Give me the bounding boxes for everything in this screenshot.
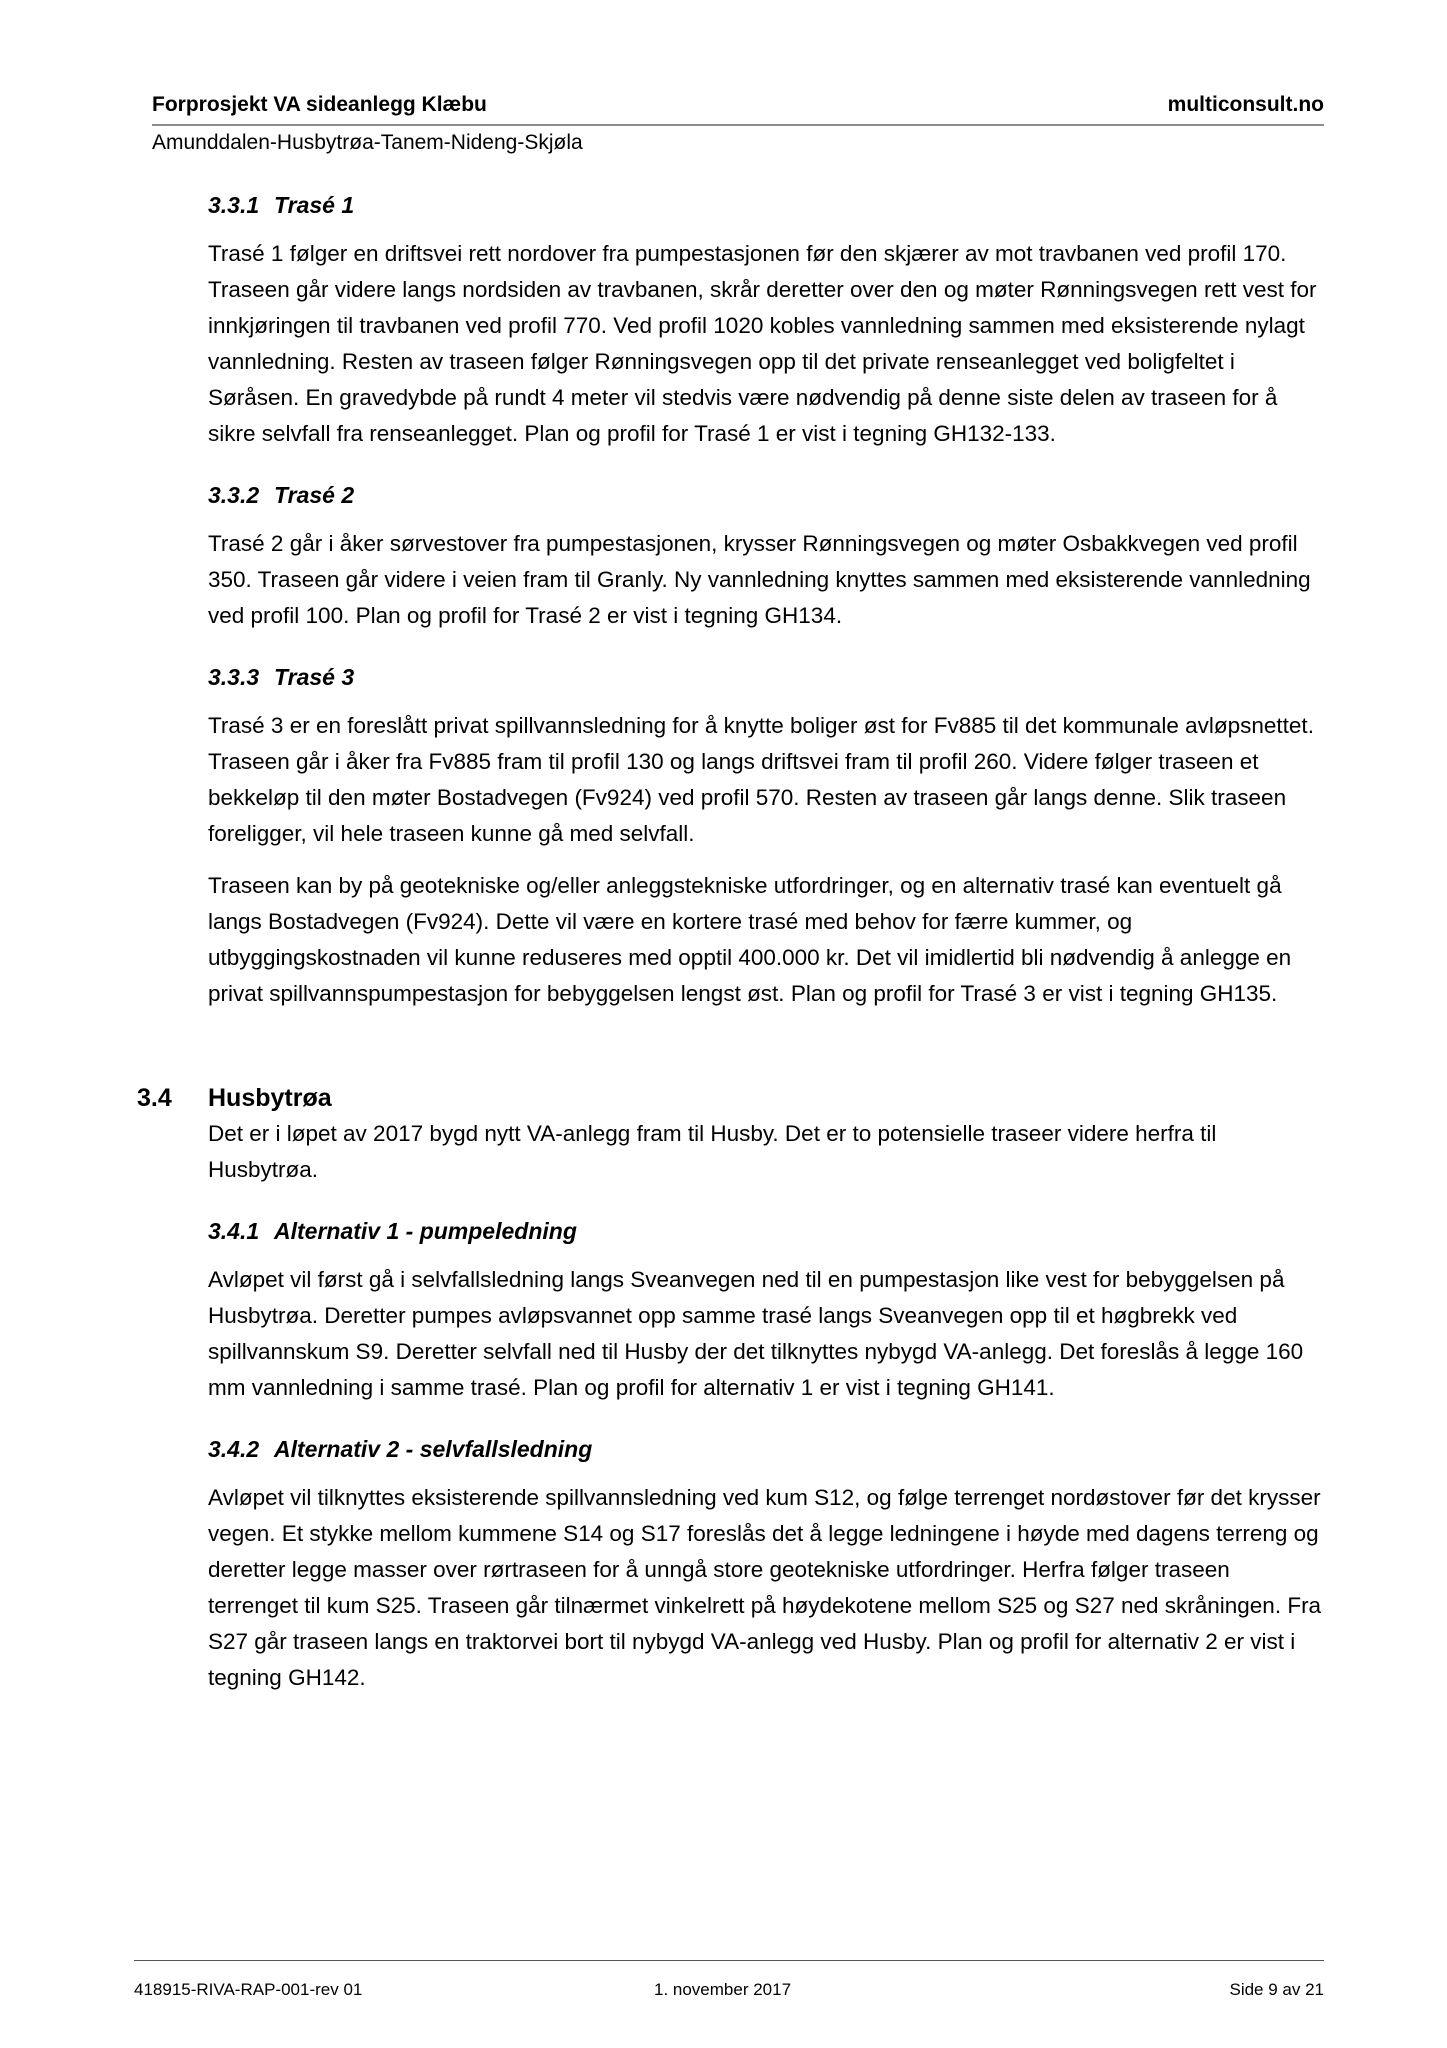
section-heading <box>208 190 1324 220</box>
section-heading <box>208 480 1324 510</box>
paragraph: Trasé 3 er en foreslått privat spillvannsledning for å knytte boliger øst for Fv885 til det kommunale avløpsnettet. Traseen går i åker fra Fv885 fram til profil 130 og langs driftsvei fram til profil 260. Videre følger traseen et bekkeløp til den møter Bostadvegen (Fv924) ved profil 570. Resten av traseen går langs denne. Slik traseen foreligger, vil hele traseen kunne gå med selvfall. <box>208 713 1314 846</box>
report-title: Forprosjekt VA sideanlegg Klæbu <box>152 93 487 116</box>
section-3-3-3 <box>208 662 1324 1012</box>
section-heading <box>208 1216 1324 1246</box>
section-number: 3.4.1 <box>208 1218 260 1244</box>
page-content <box>137 190 1324 1724</box>
page-footer <box>134 1960 1324 2011</box>
section-title: Trasé 3 <box>274 664 355 690</box>
page-header <box>152 92 1324 126</box>
document-date: 1. november 2017 <box>654 1980 792 1999</box>
section-3-3-1 <box>208 190 1324 452</box>
section-number: 3.3.3 <box>208 664 260 690</box>
section-title: Trasé 1 <box>274 192 355 218</box>
section-3-3-2 <box>208 480 1324 634</box>
paragraph: Trasé 2 går i åker sørvestover fra pumpestasjonen, krysser Rønningsvegen og møter Osbakkvegen ved profil 350. Traseen går videre i veien fram til Granly. Ny vannledning knyttes sammen med eksisterende vannledning ved profil 100. Plan og profil for Trasé 2 er vist i tegning GH134. <box>208 531 1311 628</box>
section-3-4-2 <box>208 1434 1324 1696</box>
paragraph: Det er i løpet av 2017 bygd nytt VA-anlegg fram til Husby. Det er to potensielle traseer videre herfra til Husbytrøa. <box>208 1121 1217 1182</box>
paragraph: Avløpet vil først gå i selvfallsledning langs Sveanvegen ned til en pumpestasjon like vest for bebyggelsen på Husbytrøa. Deretter pumpes avløpsvannet opp samme trasé langs Sveanvegen opp til et høgbrekk ved spillvannskum S9. Deretter selvfall ned til Husby der det tilknyttes nybygd VA-anlegg. Det foreslås å legge 160 mm vannledning i samme trasé. Plan og profil for alternativ 1 er vist i tegning GH141. <box>208 1267 1304 1400</box>
section-number: 3.4.2 <box>208 1436 260 1462</box>
section-3-4-intro <box>208 1116 1324 1188</box>
company-website: multiconsult.no <box>1167 93 1324 116</box>
chapter-heading <box>137 1082 1253 1114</box>
document-id: 418915-RIVA-RAP-001-rev 01 <box>134 1980 363 1999</box>
section-title: Alternativ 1 - pumpeledning <box>274 1218 577 1244</box>
section-number: 3.3.2 <box>208 482 260 508</box>
chapter-number: 3.4 <box>137 1084 172 1112</box>
section-heading <box>208 1434 1324 1464</box>
section-number: 3.3.1 <box>208 192 260 218</box>
paragraph: Traseen kan by på geotekniske og/eller anleggstekniske utfordringer, og en alternativ trasé kan eventuelt gå langs Bostadvegen (Fv924). Dette vil være en kortere trasé med behov for færre kummer, og utbyggingskostnaden vil kunne reduseres med opptil 400.000 kr. Det vil imidlertid bli nødvendig å anlegge en privat spillvannspumpestasjon for bebyggelsen lengst øst. Plan og profil for Trasé 3 er vist i tegning GH135. <box>208 873 1292 1006</box>
section-title: Trasé 2 <box>274 482 355 508</box>
section-3-4 <box>137 1082 1324 1114</box>
paragraph: Trasé 1 følger en driftsvei rett nordover fra pumpestasjonen før den skjærer av mot travbanen ved profil 170. Traseen går videre langs nordsiden av travbanen, skrår deretter over den og møter Rønningsvegen rett vest for innkjøringen til travbanen ved profil 770. Ved profil 1020 kobles vannledning sammen med eksisterende nylagt vannledning. Resten av traseen følger Rønningsvegen opp til det private renseanlegget ved boligfeltet i Søråsen. En gravedybde på rundt 4 meter vil stedvis være nødvendig på denne siste delen av traseen for å sikre selvfall fra renseanlegget. Plan og profil for Trasé 1 er vist i tegning GH132-133. <box>208 241 1317 446</box>
report-subtitle: Amunddalen-Husbytrøa-Tanem-Nideng-Skjøla <box>152 131 583 154</box>
section-heading <box>208 662 1324 692</box>
section-3-4-1 <box>208 1216 1324 1406</box>
page-number: Side 9 av 21 <box>1229 1980 1324 1999</box>
paragraph: Avløpet vil tilknyttes eksisterende spillvannsledning ved kum S12, og følge terrenget nordøstover før det krysser vegen. Et stykke mellom kummene S14 og S17 foreslås det å legge ledningene i høyde med dagens terreng og deretter legge masser over rørtraseen for å unngå store geotekniske utfordringer. Herfra følger traseen terrenget til kum S25. Traseen går tilnærmet vinkelrett på høydekotene mellom S25 og S27 ned skråningen. Fra S27 går traseen langs en traktorvei bort til nybygd VA-anlegg ved Husby. Plan og profil for alternativ 2 er vist i tegning GH142. <box>208 1485 1322 1690</box>
chapter-title: Husbytrøa <box>208 1084 332 1112</box>
section-title: Alternativ 2 - selvfallsledning <box>274 1436 593 1462</box>
